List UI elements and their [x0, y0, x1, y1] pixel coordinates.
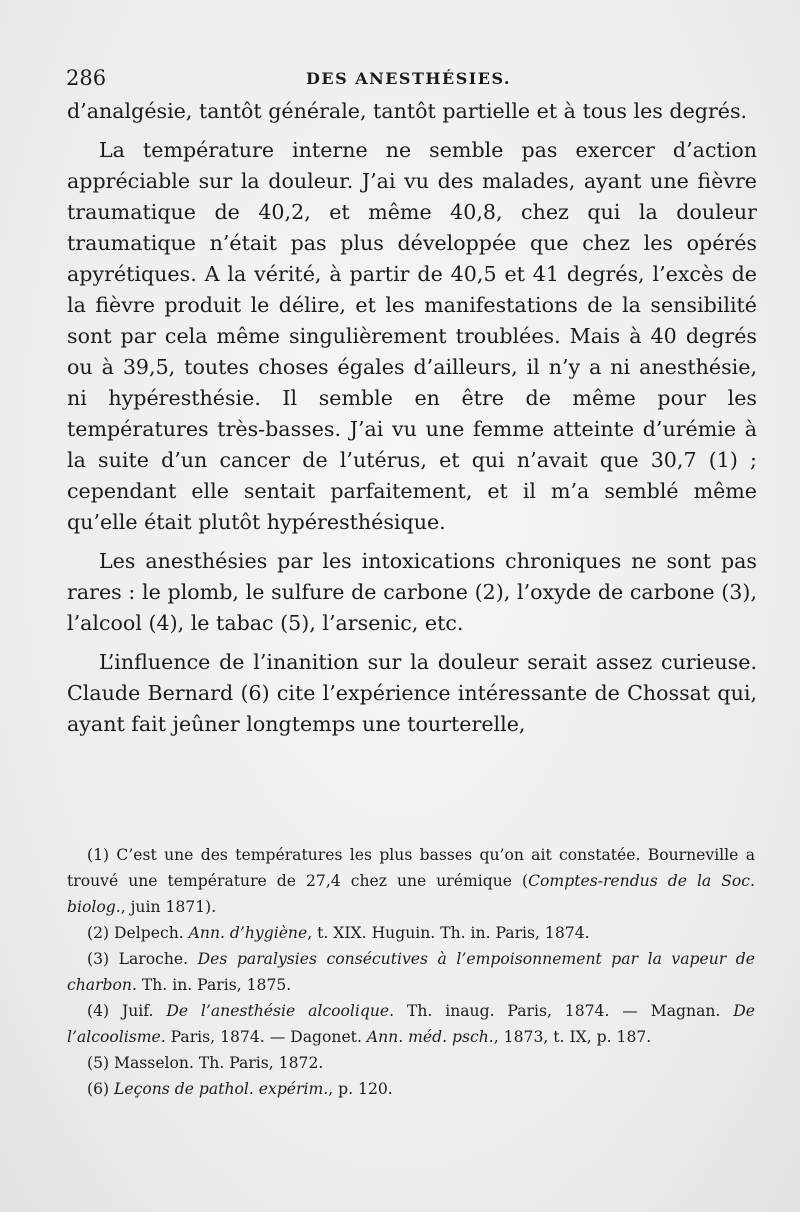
footnote-6-title: Leçons de pathol. expérim.	[114, 1080, 329, 1098]
footnote-2	[67, 920, 755, 946]
footnotes	[67, 842, 755, 1102]
footnote-3-title: Des paralysies consécutives à l’empoisonnement par la vapeur de charbon.	[67, 950, 755, 994]
footnote-4-title-2: De l’alcoolisme.	[67, 1002, 755, 1046]
footnote-4-tail: , 1873, t. IX, p. 187.	[493, 1028, 652, 1046]
running-head	[66, 66, 766, 96]
paragraph-continuation: d’analgésie, tantôt générale, tantôt partielle et à tous les degrés.	[67, 99, 748, 123]
footnote-2-title: Ann. d’hygiène	[188, 924, 308, 942]
footnote-3-tail: Th. in. Paris, 1875.	[136, 976, 292, 994]
footnote-4	[67, 998, 755, 1050]
footnote-3-author: (3) Laroche.	[87, 950, 198, 968]
footnote-4-title: De l’anesthésie alcoolique.	[166, 1002, 395, 1020]
footnote-4-journal: Ann. méd. psch.	[366, 1028, 494, 1046]
footnote-5-text: (5) Masselon. Th. Paris, 1872.	[87, 1054, 324, 1072]
paragraph-inanition: L’influence de l’inanition sur la douleur serait assez curieuse. Claude Bernard (6) cite l’expérience intéressante de Chossat qui, ayant fait jeûner longtemps une tourterelle,	[67, 650, 757, 736]
footnote-6-number: (6)	[87, 1080, 115, 1098]
footnote-6	[67, 1076, 755, 1102]
footnote-1-text: (1) C’est une des températures les plus basses qu’on ait constatée. Bourneville a trouvé une température de 27,4 chez une urémique (	[67, 846, 755, 890]
footnote-4-author: (4) Juif.	[87, 1002, 167, 1020]
footnote-2-tail: , t. XIX. Huguin. Th. in. Paris, 1874.	[307, 924, 590, 942]
footnote-4-mid: Th. inaug. Paris, 1874. — Magnan.	[394, 1002, 734, 1020]
paragraph-intoxications: Les anesthésies par les intoxications chroniques ne sont pas rares : le plomb, le sulfure de carbone (2), l’oxyde de carbone (3), l’alcool (4), le tabac (5), l’arsenic, etc.	[67, 549, 757, 635]
footnote-1-tail: , juin 1871).	[120, 898, 217, 916]
running-title: DES ANESTHÉSIES.	[306, 69, 511, 88]
footnote-4-mid-2: Paris, 1874. — Dagonet.	[165, 1028, 367, 1046]
footnote-6-tail: , p. 120.	[328, 1080, 393, 1098]
footnote-2-author: (2) Delpech.	[87, 924, 189, 942]
footnote-3	[67, 946, 755, 998]
footnote-5	[67, 1050, 755, 1076]
page-number: 286	[66, 66, 107, 90]
paragraph-temperature: La température interne ne semble pas exercer d’action appréciable sur la douleur. J’ai vu des malades, ayant une fièvre traumatique de 40,2, et même 40,8, chez qui la douleur traumatique n’était pas plus développée que chez les opérés apyrétiques. A la vérité, à partir de 40,5 et 41 degrés, l’excès de la fièvre produit le délire, et les manifestations de la sensibilité sont par cela même singulièrement troublées. Mais à 40 degrés ou à 39,5, toutes choses égales d’ailleurs, il n’y a ni anesthésie, ni hypéresthésie. Il semble en être de même pour les températures très-basses. J’ai vu une femme atteinte d’urémie à la suite d’un cancer de l’utérus, et qui n’avait que 30,7 (1) ; cependant elle sentait parfaitement, et il m’a semblé même qu’elle était plutôt hypéresthésique.	[67, 138, 757, 534]
body-text	[67, 96, 757, 748]
footnote-1-title: Comptes-rendus de la Soc. biolog.	[67, 872, 755, 916]
footnote-1	[67, 842, 755, 920]
